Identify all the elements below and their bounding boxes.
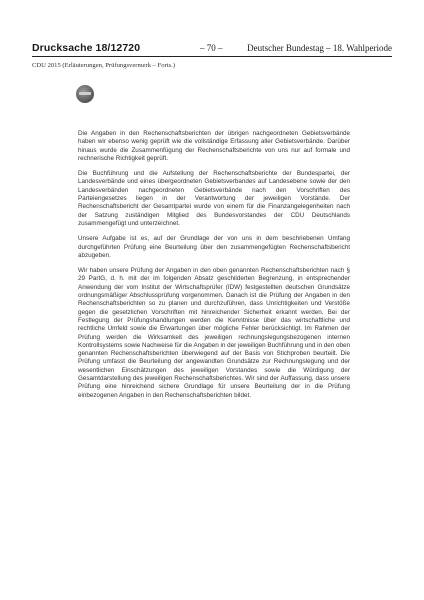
publisher-label: Deutscher Bundestag – 18. Wahlperiode — [247, 43, 392, 53]
page-number: – 70 – — [200, 43, 223, 53]
paragraph: Wir haben unsere Prüfung der Angaben in den oben genannten Rechenschaftsberichten nach § 29 PartG, d. h. mit der im folgenden Absatz geschilderten Begrenzung, in entsprechender Anwendung der vom Institut der Wirtschaftsprüfer (IDW) festgestellten deutschen Grundsätze ordnungsmäßiger Abschlussprüfung vorgenommen. Danach ist die Prüfung der Angaben in den Rechenschaftsberichten so zu planen und durchzuführen, dass Unrichtigkeiten und Verstöße gegen die gesetzlichen Vorschriften mit hinreichender Sicherheit erkannt werden. Bei der Festlegung der Prüfungshandlungen werden die Kenntnisse über das wirtschaftliche und rechtliche Umfeld sowie die Erwartungen über mögliche Fehler berücksichtigt. Im Rahmen der Prüfung werden die Wirksamkeit des jeweiligen rechnungslegungsbezogenen internen Kontrollsystems sowie Nachweise für die Angaben in der jeweiligen Buchführung und in den oben genannten Rechenschaftsberichten überwiegend auf der Basis von Stichproben beurteilt. Die Prüfung umfasst die Beurteilung der angewandten Grundsätze zur Rechnungslegung und der wesentlichen Einschätzungen des jeweiligen Vorstandes sowie die Würdigung der Gesamtdarstellung des jeweiligen Rechenschaftsberichtes. Wir sind der Auffassung, dass unsere Prüfung eine hinreichend sichere Grundlage für unsere Beurteilung der in die Prüfung einbezogenen Angaben in den Rechenschaftsberichten bildet. — [78, 267, 350, 399]
paragraph: Unsere Aufgabe ist es, auf der Grundlage der von uns in dem beschriebenen Umfang durchgeführten Prüfung eine Beurteilung über den zusammengefügten Rechenschaftsbericht abzugeben. — [78, 235, 350, 259]
paragraph: Die Buchführung und die Aufstellung der Rechenschaftsberichte der Bundespartei, der Landesverbände und eines übergeordneten Gebietsverbandes auf Landesebene sowie der den Landesverbänden nachgeordneten Gebietsverbände nach den Vorschriften des Parteiengesetzes liegen in der Verantwortung der jeweiligen Vorstände. Der Rechenschaftsbericht der Gesamtpartei wurde von einem für die Finanzangelegenheiten nach der Satzung zuständigen Mitglied des Bundesvorstandes der CDU Deutschlands zusammengefügt und unterzeichnet. — [78, 170, 350, 227]
section-subheader: CDU 2015 (Erläuterungen, Prüfungsvermerk – Forts.) — [32, 62, 176, 69]
body-text — [78, 130, 350, 407]
paragraph: Die Angaben in den Rechenschaftsberichten der übrigen nachgeordneten Gebietsverbände haben wir ebenso wenig geprüft wie die vollständige Erfassung aller Gebietsverbände. Darüber hinaus wurde die Zusammenfügung der Rechenschaftsberichte von uns nur auf formale und rechnerische Richtigkeit geprüft. — [78, 130, 350, 162]
page-header — [32, 42, 392, 56]
header-rule — [32, 56, 392, 57]
auditor-logo-icon — [76, 85, 94, 103]
document-number: Drucksache 18/12720 — [32, 42, 141, 54]
